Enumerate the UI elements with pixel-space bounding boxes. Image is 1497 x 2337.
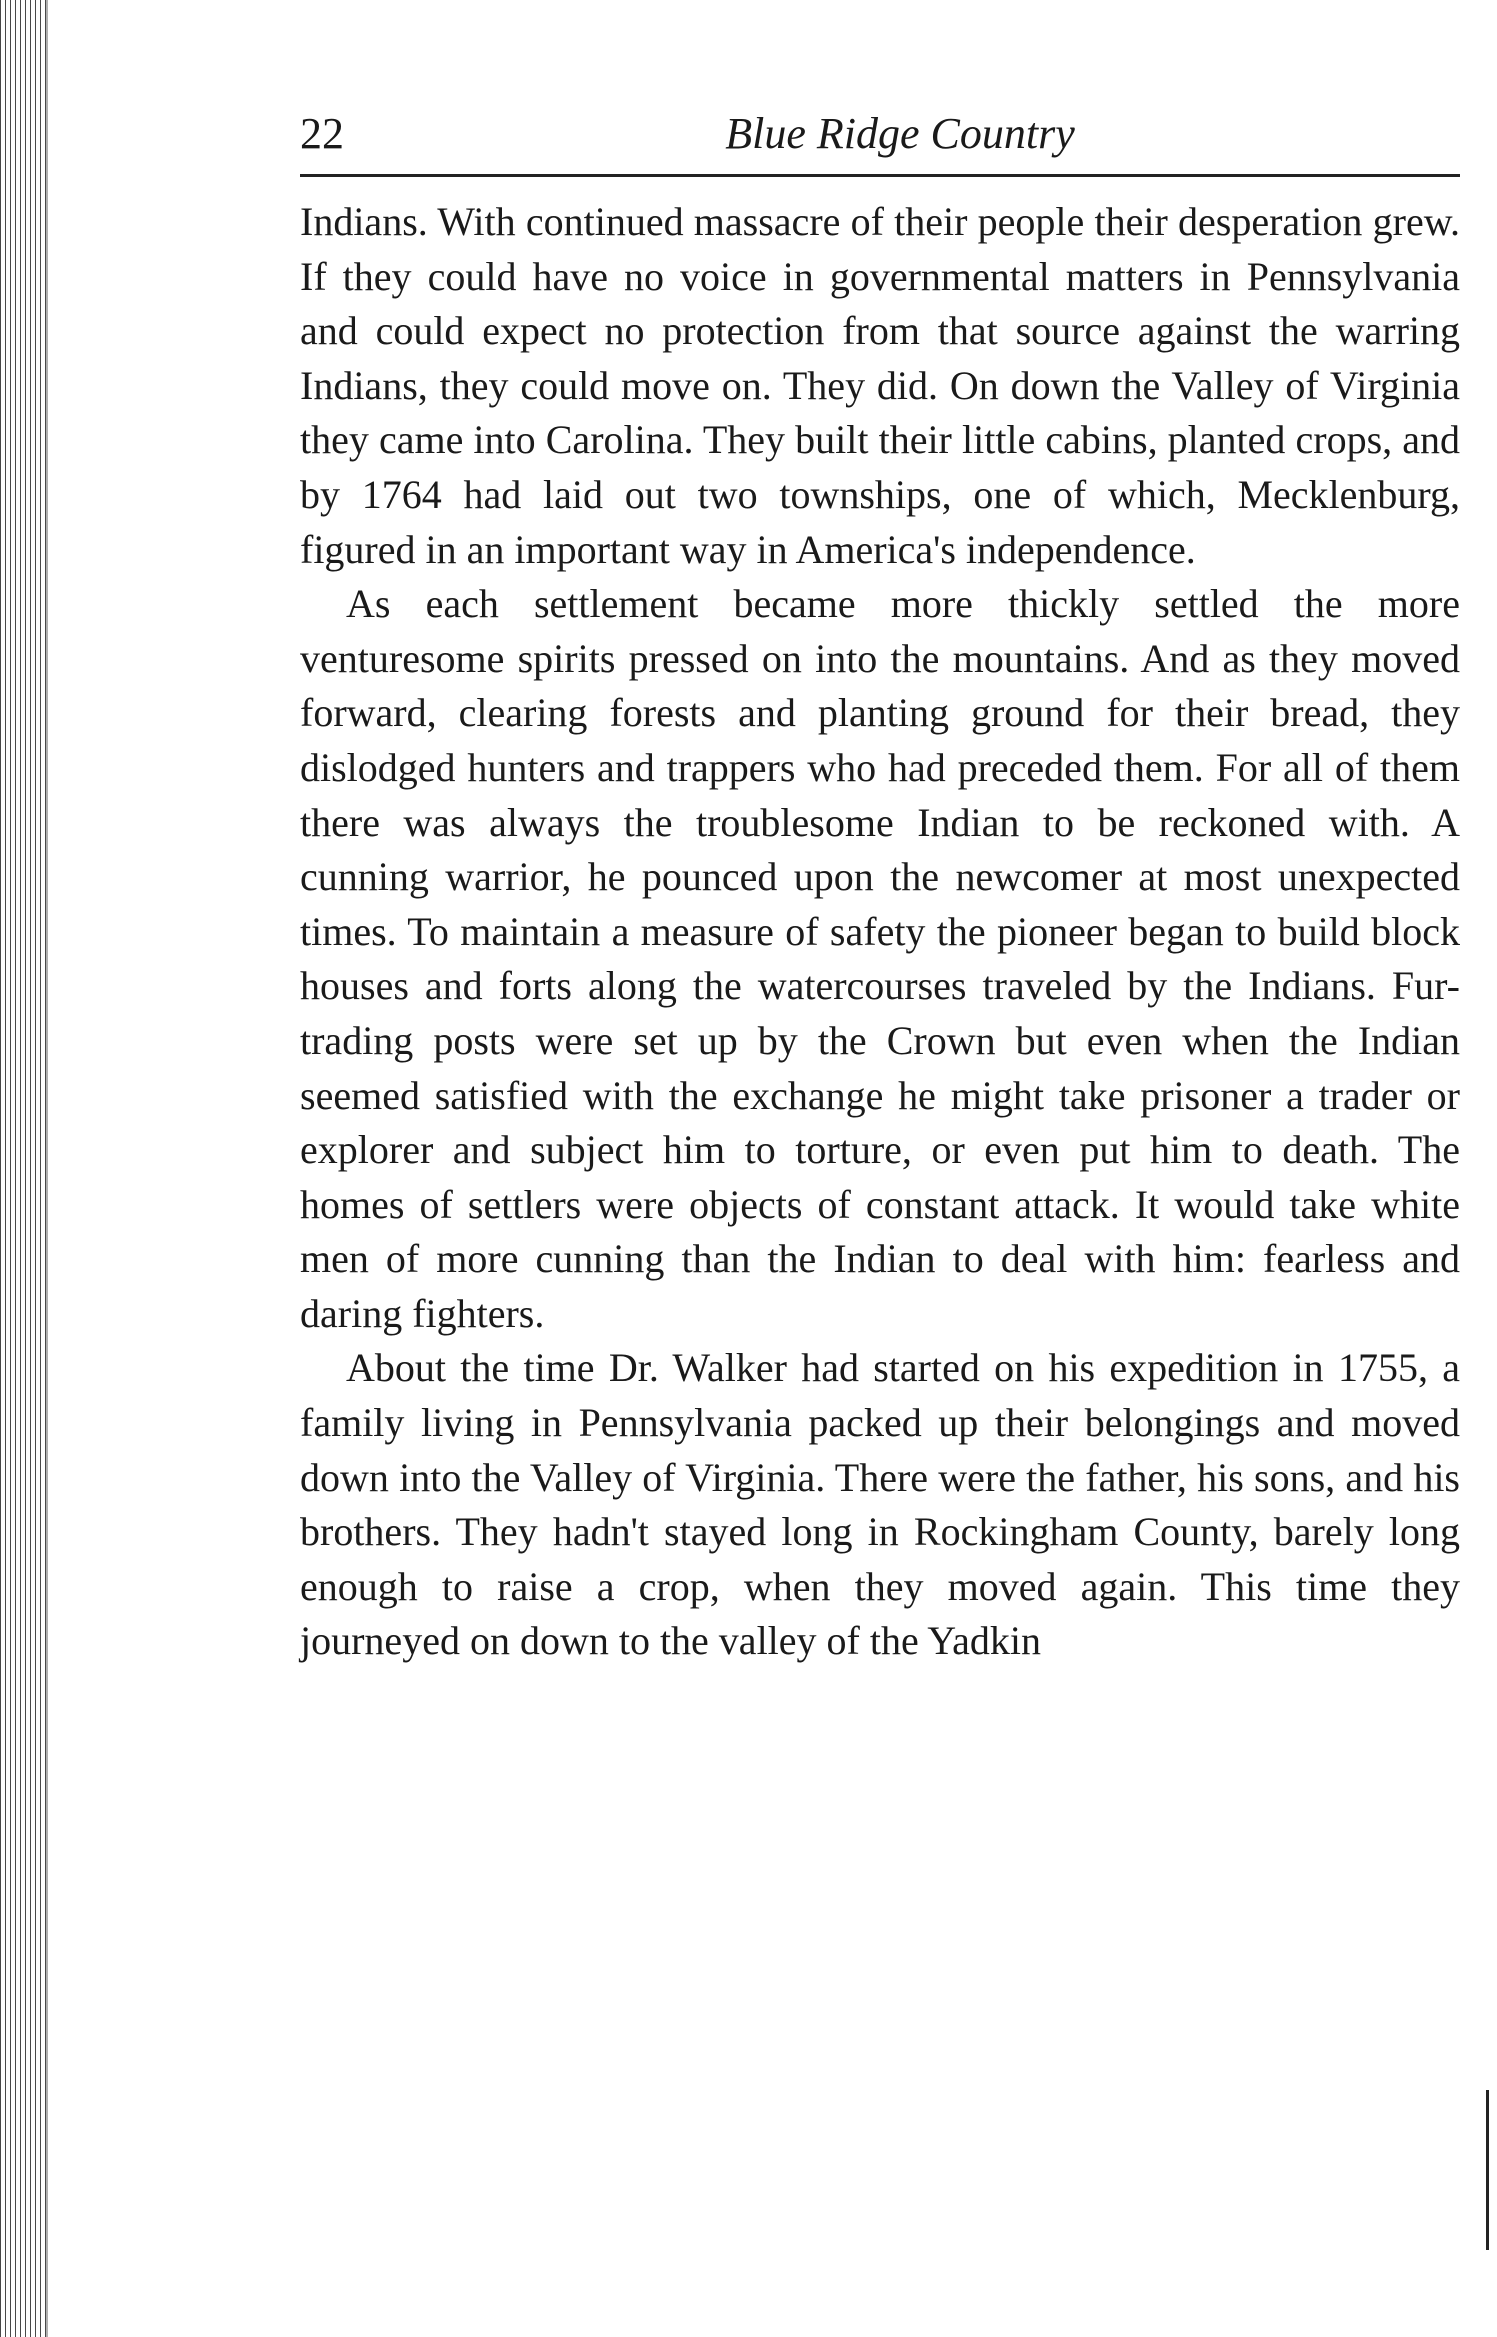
page-number: 22 xyxy=(300,109,344,158)
paragraph-2: As each settlement became more thickly settled the more venturesome spirits pressed on into the mountains. And as they moved forward, clearing forests and planting ground for their bread, they dislodged hunters and trappers who had preceded them. For all of them there was always the troublesome Indian to be reckoned with. A cunning warrior, he pounced upon the newcomer at most unexpected times. To maintain a measure of safety the pioneer began to build block houses and forts along the watercourses traveled by the Indians. Fur-trading posts were set up by the Crown but even when the Indian seemed satisfied with the exchange he might take prisoner a trader or explorer and subject him to torture, or even put him to death. The homes of settlers were objects of constant attack. It would take white men of more cunning than the Indian to deal with him: fearless and daring fighters. xyxy=(300,581,1460,1336)
book-binding-edge xyxy=(0,0,46,2337)
paragraph-3: About the time Dr. Walker had started on his expedition in 1755, a family living in Pennsylvania packed up their belongings and moved down into the Valley of Virginia. There were the father, his sons, and his brothers. They hadn't stayed long in Rockingham County, barely long enough to raise a crop, when they moved again. This time they journeyed on down to the valley of the Yadkin xyxy=(300,1345,1460,1664)
margin-mark xyxy=(1486,2090,1489,2250)
running-head: Blue Ridge Country xyxy=(725,109,1075,158)
paragraph-1: Indians. With continued massacre of their people their desperation grew. If they could have no voice in governmental matters in Pennsylvania and could expect no protection from that source against the warring Indians, they could move on. They did. On down the Valley of Virginia they came into Carolina. They built their little cabins, planted crops, and by 1764 had laid out two townships, one of which, Mecklenburg, figured in an important way in America's independence. xyxy=(300,199,1460,572)
book-page xyxy=(300,96,1460,1669)
body-text xyxy=(300,195,1460,1669)
page-header xyxy=(300,96,1460,177)
page-gutter-line xyxy=(46,0,48,2337)
